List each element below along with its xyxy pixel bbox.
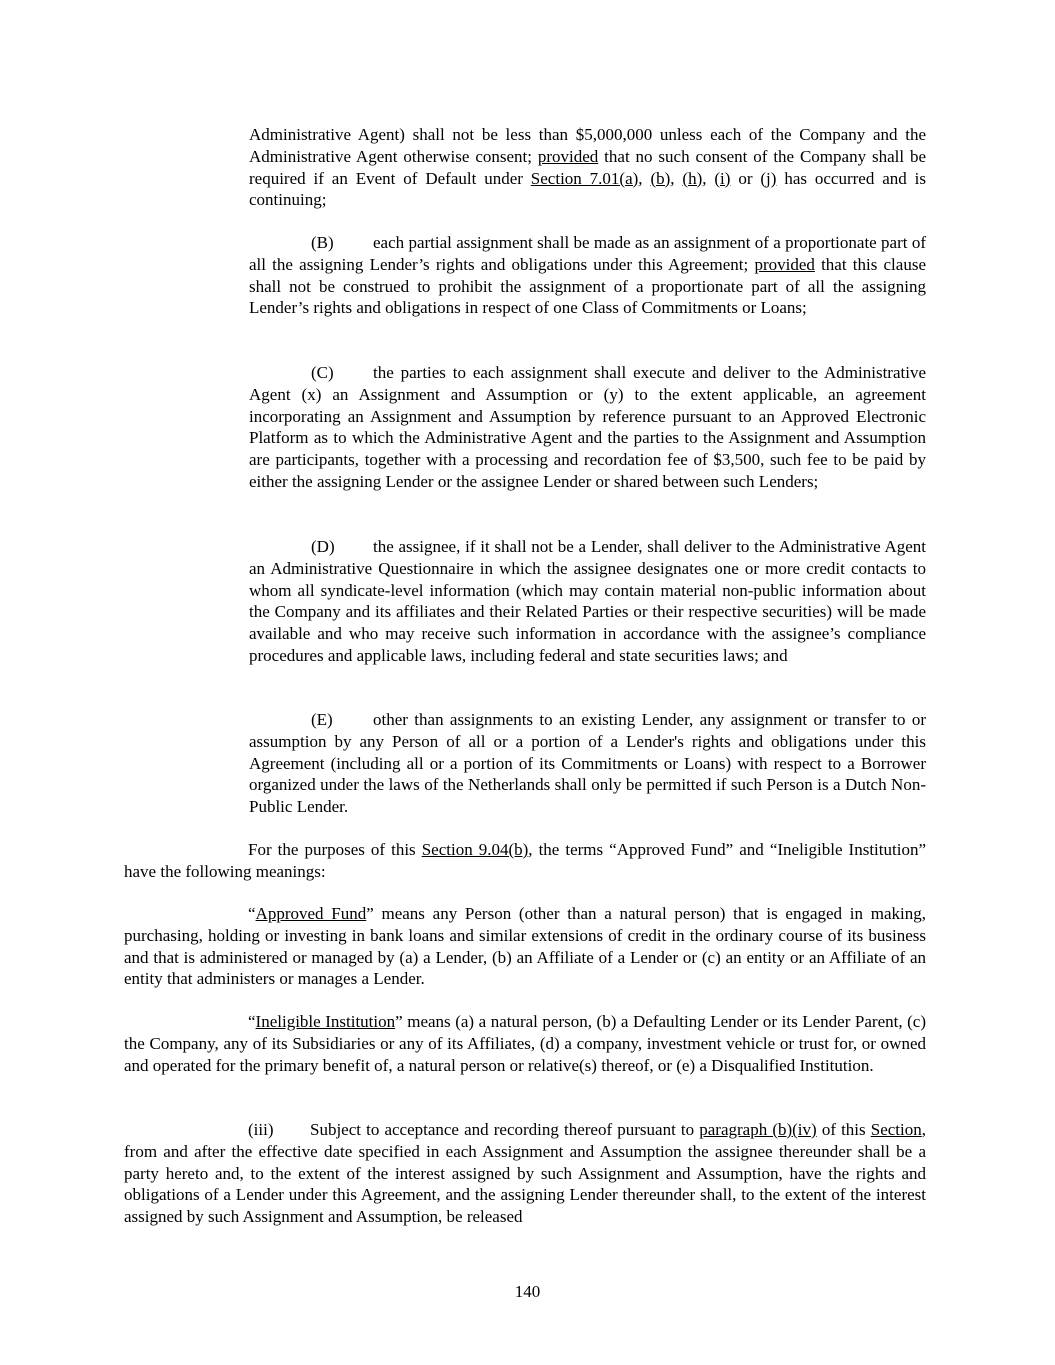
paragraph-text: (D) the assignee, if it shall not be a Lender, shall deliver to the Administrative Agent an Administrative Questionnaire in which the assignee designates one or more credit contacts to whom all syndicate-level information (which may contain material non-public information about the Company and its affiliates and their Related Parties or their respective securities) will be made available and who may receive such information in accordance with the assignee’s compliance procedures and applicable laws, including federal and state securities laws; and — [249, 537, 926, 665]
paragraph-text: Administrative Agent) shall not be less than $5,000,000 unless each of the Company and the Administrative Agent otherwise consent; provided that no such consent of the Company shall be required if an Event of Default under Section 7.01(a), (b), (h), (i) or (j) has occurred and is continuing; — [249, 125, 926, 210]
section-reference: (b) — [650, 168, 671, 188]
paragraph-text: (E) other than assignments to an existing Lender, any assignment or transfer to or assumption by any Person of all or a portion of a Lender's rights and obligations under this Agreement (including all or a portion of its Commitments or Loans) with respect to a Borrower organized under the laws of the Netherlands shall only be permitted if such Person is a Dutch Non-Public Lender. — [249, 710, 926, 817]
provided-term: provided — [537, 146, 599, 166]
section-reference: Section 9.04(b) — [421, 840, 529, 859]
clause-label: (E) — [311, 710, 333, 729]
provided-term: provided — [754, 254, 815, 274]
paragraph-a-continuation — [249, 124, 926, 211]
defined-term: Ineligible Institution — [255, 1012, 396, 1031]
paragraph-text: “Approved Fund” means any Person (other than a natural person) that is engaged in making, purchasing, holding or investing in bank loans and similar extensions of credit in the ordinary course of its business and that is administered or managed by (a) a Lender, (b) an Affiliate of a Lender or (c) an entity or an Affiliate of an entity that administers or manages a Lender. — [124, 904, 926, 989]
section-reference: (j) — [760, 168, 777, 188]
definition-approved-fund — [124, 903, 926, 990]
paragraph-text: For the purposes of this Section 9.04(b), the terms “Approved Fund” and “Ineligible Institution” have the following meanings: — [124, 840, 926, 881]
paragraph-e — [249, 709, 926, 818]
paragraph-b — [249, 232, 926, 319]
clause-label: (iii) — [248, 1120, 274, 1139]
section-reference: (h) — [682, 168, 703, 188]
paragraph-text: (B) each partial assignment shall be made as an assignment of a proportionate part of all the assigning Lender’s rights and obligations under this Agreement; provided that this clause shall not be construed to prohibit the assignment of a proportionate part of all the assigning Lender’s rights and obligations in respect of one Class of Commitments or Loans; — [249, 233, 926, 318]
paragraph-text: “Ineligible Institution” means (a) a natural person, (b) a Defaulting Lender or its Lender Parent, (c) the Company, any of its Subsidiaries or any of its Affiliates, (d) a company, investment vehicle or trust for, or owned and operated for the primary benefit of, a natural person or relative(s) thereof, or (e) a Disqualified Institution. — [124, 1012, 926, 1075]
paragraph-d — [249, 536, 926, 667]
page-number: 140 — [514, 1282, 541, 1301]
defined-term: Approved Fund — [255, 904, 367, 923]
section-reference: (i) — [714, 168, 731, 188]
paragraph-text: (C) the parties to each assignment shall execute and deliver to the Administrative Agent (x) an Assignment and Assumption or (y) to the extent applicable, an agreement incorporating an Assignment and Assumption by reference pursuant to an Approved Electronic Platform as to which the Administrative Agent and the parties to the Assignment and Assumption are participants, together with a processing and recordation fee of $3,500, such fee to be paid by either the assigning Lender or the assignee Lender or shared between such Lenders; — [249, 363, 926, 491]
clause-label: (B) — [311, 233, 334, 252]
paragraph-text: (iii) Subject to acceptance and recording thereof pursuant to paragraph (b)(iv) of this Section, from and after the effective date specified in each Assignment and Assumption the assignee thereunder shall be a party hereto and, to the extent of the interest assigned by such Assignment and Assumption, have the rights and obligations of a Lender under this Agreement, and the assigning Lender thereunder shall, to the extent of the interest assigned by such Assignment and Assumption, be released — [124, 1120, 927, 1227]
section-reference: Section 7.01(a) — [530, 168, 639, 188]
paragraph-iii — [124, 1119, 926, 1228]
clause-label: (C) — [311, 363, 334, 382]
paragraph-purposes — [124, 839, 926, 883]
clause-label: (D) — [311, 537, 335, 556]
section-reference: paragraph (b)(iv) — [699, 1120, 817, 1139]
paragraph-c — [249, 362, 926, 493]
section-reference: Section — [870, 1120, 922, 1139]
definition-ineligible-institution — [124, 1011, 926, 1076]
